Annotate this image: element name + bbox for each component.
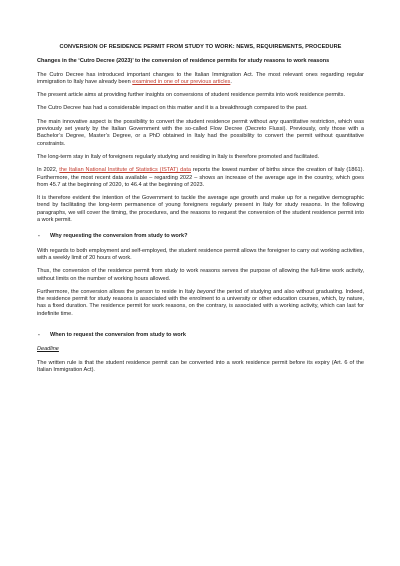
paragraph-beyond-studying <box>37 289 364 318</box>
emphasis-text: beyond <box>196 288 216 295</box>
paragraph-text: Furthermore, the conversion allows the person to reside in Italy <box>37 288 197 295</box>
paragraph-intro <box>37 72 364 87</box>
section-heading-text: When to request the conversion from study to work <box>50 332 186 339</box>
paragraph-aim: The present article aims at providing further insights on conversions of student residence permits into work residence permits. <box>37 92 345 99</box>
section-heading-text: Why requesting the conversion from study to work? <box>50 233 188 240</box>
paragraph-impact: The Cutro Decree has had a considerable impact on this matter and it is a breakthrough compared to the past. <box>37 105 308 112</box>
paragraph-text: . <box>230 78 232 85</box>
paragraph-text: reports the lowest number of births since the creation of Italy (1861). Furthermore, the most recent data available – regarding 2022 – shows an increase of the average age in the country, which goes from 45.7 at the beginning of 2020, to 46.4 at the beginning of 2023. <box>37 167 364 188</box>
dash-bullet: - <box>38 332 40 339</box>
paragraph-government-intention: It is therefore evident the intention of the Government to tackle the average age growth and make up for a negative demographic trend by facilitating the long-term permanence of young foreigners regularly present in Italy for study reasons. In the following paragraphs, we will cover the timing, the procedures, and the reasons to request the conversion of the student residence permit into a work permit. <box>37 195 364 224</box>
section-heading-when <box>37 332 364 339</box>
paragraph-text: In 2022, <box>37 167 60 174</box>
paragraph-deadline-rule: The written rule is that the student residence permit can be converted into a work residence permit before its expiry (Art. 6 of the Italian Immigration Act). <box>37 359 364 373</box>
paragraph-full-time: Thus, the conversion of the residence permit from study to work reasons serves the purpose of allowing the full-time work activity, without limits on the number of working hours allowed. <box>37 268 364 282</box>
paragraph-text: The main innovative aspect is the possibility to convert the student residence permit without <box>37 118 270 125</box>
paragraph-text: The Cutro Decree has introduced important changes to the Italian Immigration Act. The most relevant ones regarding regular immigration to Italy have already been <box>37 71 364 85</box>
document-subtitle: Changes in the ‘Cutro Decree (2023)’ to the conversion of residence permits for study reasons to work reasons <box>37 58 330 65</box>
paragraph-text: the period of studying and also without graduating. Indeed, the residence permit for study reasons is associated with the enrolment to a university or other education courses, which, by nature, has a fixed duration. The residence permit for work reasons, on the contrary, is associated with a working activity, which can last for indefinite time. <box>37 288 365 317</box>
paragraph-text: quantitative restriction, which was previously set yearly by the Italian Government with the so-called Flow Decree (Decreto Flussi). Previously, only those with a Bachelor’s Degree, Master’s Degree, or a PhD obtained in Italy had the possibility to convert the permit without quantitative constraints. <box>37 118 364 147</box>
previous-articles-link[interactable]: examined in one of our previous articles <box>132 78 231 85</box>
section-heading-why <box>37 233 364 240</box>
paragraph-weekly-limit: With regards to both employment and self-employed, the student residence permit allows the foreigner to carry out working activities, with a weekly limit of 20 hours of work. <box>37 247 364 261</box>
dash-bullet: - <box>38 233 40 240</box>
document-title: CONVERSION OF RESIDENCE PERMIT FROM STUDY TO WORK: NEWS, REQUIREMENTS, PROCEDURE <box>59 44 342 50</box>
emphasis-text: any <box>269 118 279 125</box>
paragraph-istat <box>37 167 364 189</box>
istat-data-link[interactable]: the Italian National Institute of Statistics (ISTAT) data <box>59 167 191 174</box>
sub-heading-deadline: Deadline <box>37 346 59 353</box>
paragraph-innovation <box>37 119 364 148</box>
paragraph-long-term-stay: The long-term stay in Italy of foreigners regularly studying and residing in Italy is therefore promoted and facilitated. <box>37 153 320 160</box>
